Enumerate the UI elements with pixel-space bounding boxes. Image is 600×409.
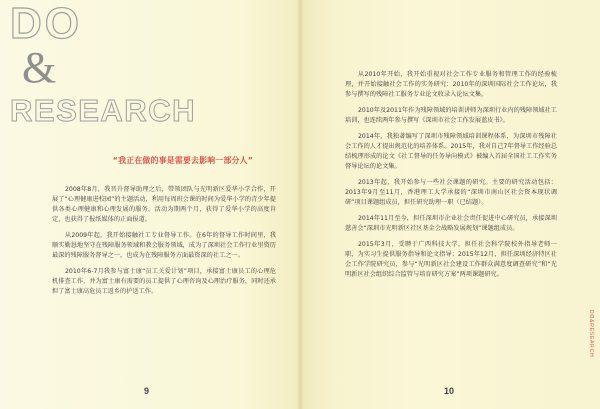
- left-paragraph: 2008年8月，我晋升督导助理之后，带领团队与光明新区爱华小学合作，开展了“心理健康进校园”的主题活动，利用每周班会课的时间为爱华小学的青少年提供各类心理健康和心理发展的服务。活动为期两个月，获得了爱华小学的高度肯定，也获得了报纸媒体的正面报道。: [52, 186, 276, 223]
- right-paragraph: 2013年起，我开始参与一些社会课题的研究。主要的研究活动包括：2013年9月至11月，香港理工大学承接的“深圳市南山区社会资本现状调研”项目课题组成员，担任研究助理一职（已结题）。: [345, 179, 557, 206]
- left-paragraph: 2010年6-7月我参与富士康“员工关爱计划”项目，承接富士康员工的心理危机排查工作，并为富士康有需要的员工提供了心理咨询及心理治疗服务，同时还承担了富士康高危员工返乡的护送工作。: [52, 268, 276, 295]
- pull-quote: “我正在做的事是需要去影响一部分人”: [112, 156, 254, 165]
- right-paragraph: 2014年11月至今，担任深圳市企业社会责任促进中心研究员，承接深圳慈善会“深圳市光明新区社区基金会战略发展规划”课题组成员。: [345, 215, 557, 232]
- right-paragraph: 2014年，我独著编写了深圳市残障领域培训课程体系，为深圳市残障社会工作的人才提出规范化的培养体系。2015年，我对自己7年督导工作经验总结梳理形成的论文《社工督导的任务导向模式》被编入首届全国社工工作实务督导论坛的论文集。: [345, 133, 557, 170]
- side-section-label: DO&RESEARCH: [588, 310, 594, 358]
- left-paragraph: 从2009年起，我开始接触社工专业督导工作。在6年的督导工作时间里，我顺实勤恳地坚守在残障服务领域和教会服务领域，成为了深圳社会工作行业里资历最深的残障服务督导之一，也成为在残障服务方面最资深的社工之一。: [52, 232, 276, 259]
- right-paragraph: 2015年3月，受聘于广西科技大学，担任社会科学院校外指导老师一职，为实习生提供服务指导和论文指导；2015年12月，担任深圳经济特区社会工作学院研究员，参与“光明新区社会建设工作群众满意度调查研究”和“光明新区社会组织综合监管与培育研究方案”两项课题研究。: [345, 241, 557, 278]
- book-spine: [296, 0, 304, 409]
- page-number-left: 9: [144, 386, 150, 396]
- right-body-text: [345, 70, 557, 286]
- hero-title-ampersand: &: [22, 43, 57, 92]
- right-paragraph: 从2010年开始，我开始重视对社会工作专业服务和管理工作的经验梳理，并开始接触社会工作的实务研究：2010年的深圳国际社会工作论坛，我参与撰写的残障社工服务专业论文收录入论坛文集。: [345, 71, 557, 98]
- page-number-right: 10: [444, 386, 455, 396]
- hero-title-do: DO: [10, 0, 82, 48]
- left-body-text: [52, 185, 276, 303]
- hero-title-research: RESEARCH: [10, 93, 196, 128]
- right-paragraph: 2010年及2011年作为残障领域的培训讲师为深圳行业内的残障领域社工培训，也连续两年参与撰写《深圳市社会工作发展蓝皮书》。: [345, 107, 557, 124]
